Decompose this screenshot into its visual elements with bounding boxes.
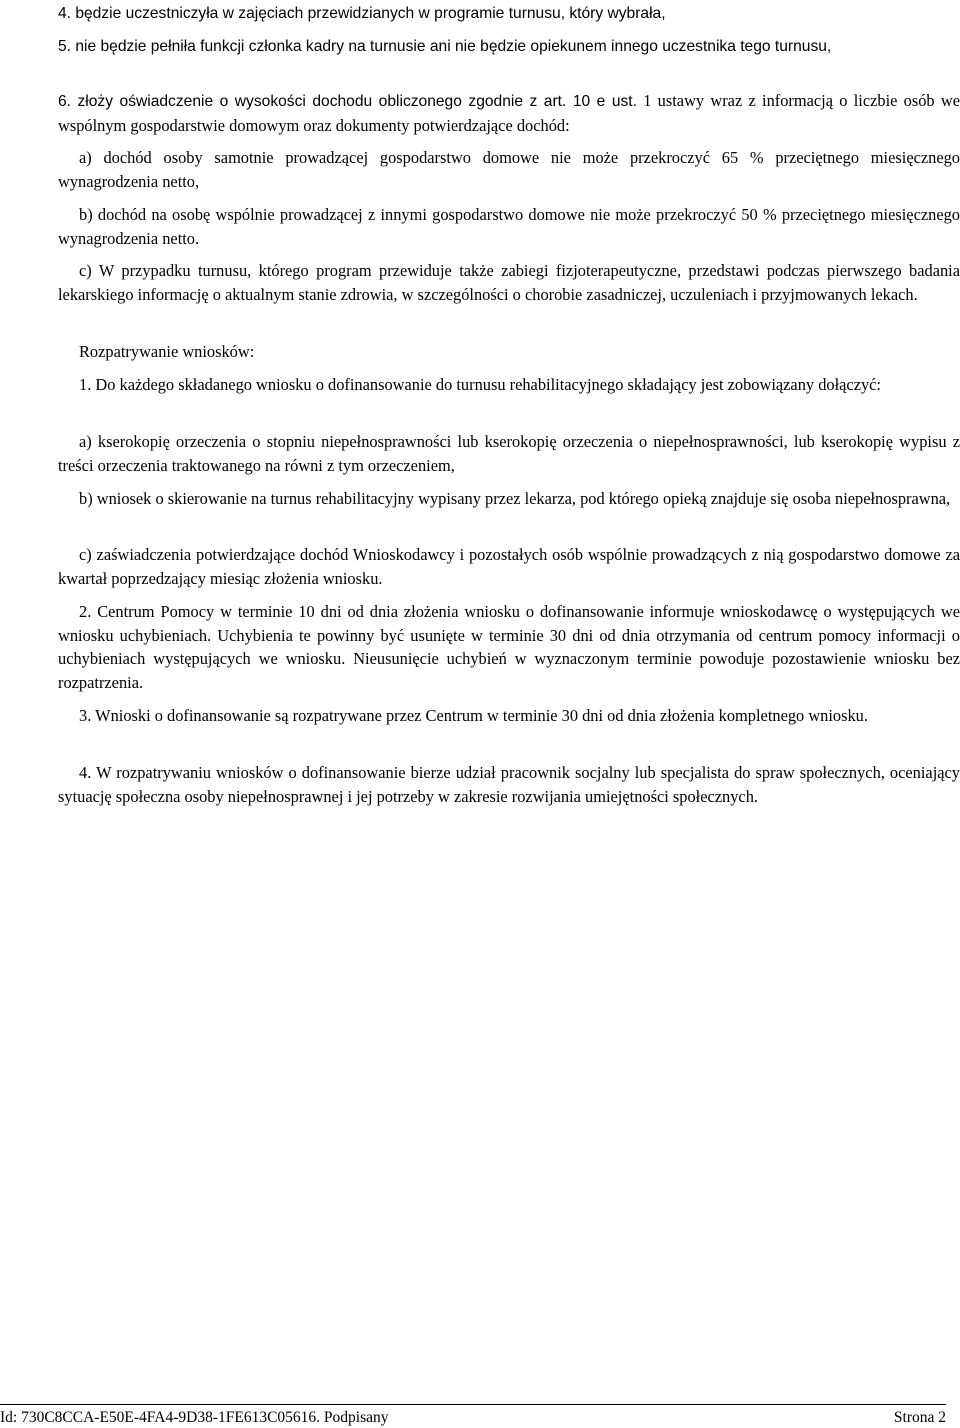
list-item-4: 4. będzie uczestniczyła w zajęciach przewidzianych w programie turnusu, który wybrała, [58,5,666,22]
footer-page-number: Strona 2 [893,1409,946,1426]
footer-document-id: Id: 730C8CCA-E50E-4FA4-9D38-1FE613C05616. Podpisany [0,1409,389,1426]
list-item-6-lead: 6. złoży oświadczenie o wysokości dochodu obliczonego zgodnie z art. 10 e ust. [58,93,637,110]
review-point-1a: a) kserokopię orzeczenia o stopniu niepełnosprawności lub kserokopię orzeczenia o niepełnosprawności, lub kserokopię wypisu z treści orzeczenia traktowanego na równi z tym orzeczeniem, [58,432,960,475]
review-point-2: 2. Centrum Pomocy w terminie 10 dni od dnia złożenia wniosku o dofinansowanie informuje wnioskodawcę o występujących we wniosku uchybieniach. Uchybienia te powinny być usunięte w terminie 30 dni od dnia otrzymania od centrum pomocy informacji o uchybieniach występujących we wniosku. Nieusunięcie uchybień w wyznaczonym terminie powoduje pozostawienie wniosku bez rozpatrzenia. [58,602,960,692]
list-item-6-rest: 1 ustawy wraz z informacją o liczbie osób we wspólnym gospodarstwie domowym oraz dokumenty potwierdzające dochód: [58,91,960,135]
list-item-6 [58,89,960,137]
income-condition-a: a) dochód osoby samotnie prowadzącej gospodarstwo domowe nie może przekroczyć 65 % przeciętnego miesięcznego wynagrodzenia netto, [58,148,960,191]
list-item-5: 5. nie będzie pełniła funkcji członka kadry na turnusie ani nie będzie opiekunem innego uczestnika tego turnusu, [58,38,832,55]
review-point-1c: c) zaświadczenia potwierdzające dochód Wnioskodawcy i pozostałych osób wspólnie prowadzących z nią gospodarstwo domowe za kwartał poprzedzający miesiąc złożenia wniosku. [58,545,960,588]
review-point-3: 3. Wnioski o dofinansowanie są rozpatrywane przez Centrum w terminie 30 dni od dnia złożenia kompletnego wniosku. [79,706,868,725]
income-condition-c: c) W przypadku turnusu, którego program przewiduje także zabiegi fizjoterapeutyczne, przedstawi podczas pierwszego badania lekarskiego informację o aktualnym stanie zdrowia, w szczególności o chorobie zasadniczej, uczuleniach i przyjmowanych lekach. [58,261,960,304]
review-point-1: 1. Do każdego składanego wniosku o dofinansowanie do turnusu rehabilitacyjnego składający jest zobowiązany dołączyć: [79,375,881,394]
section-heading: Rozpatrywanie wniosków: [79,342,255,361]
footer-divider [0,1404,946,1405]
income-condition-b: b) dochód na osobę wspólnie prowadzącej z innymi gospodarstwo domowe nie może przekroczyć 50 % przeciętnego miesięcznego wynagrodzenia netto. [58,205,960,248]
review-point-4: 4. W rozpatrywaniu wniosków o dofinansowanie bierze udział pracownik socjalny lub specjalista do spraw społecznych, oceniający sytuację społeczna osoby niepełnosprawnej i jej potrzeby w zakresie rozwijania umiejętności społecznych. [58,763,960,806]
review-point-1b: b) wniosek o skierowanie na turnus rehabilitacyjny wypisany przez lekarza, pod którego opieką znajduje się osoba niepełnosprawna, [79,489,951,508]
